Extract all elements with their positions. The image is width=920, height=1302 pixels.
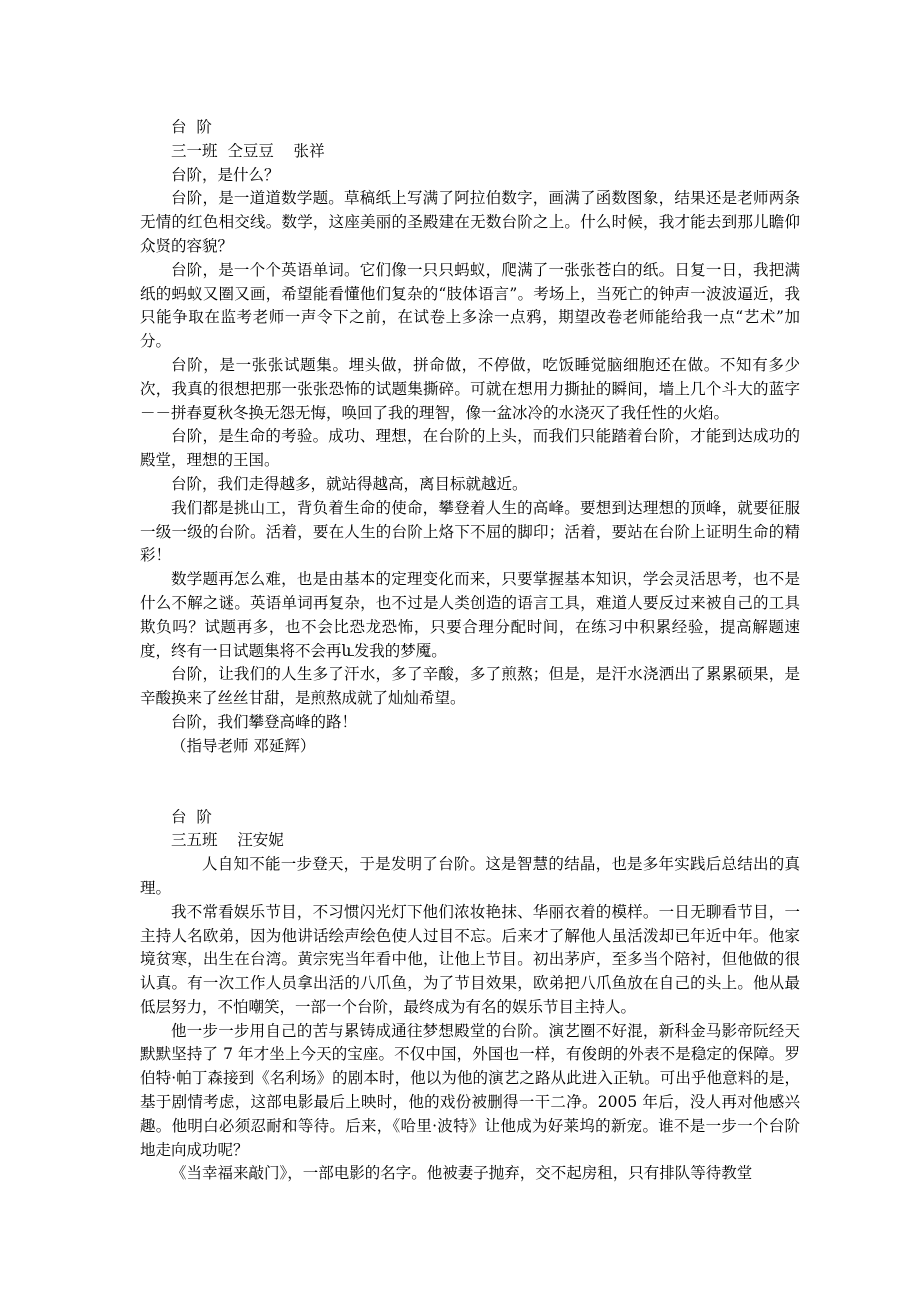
essay1-paragraph: 台阶，是一道道数学题。草稿纸上写满了阿拉伯数字，画满了函数图象，结果还是老师两条无情的红色相交线。数学，这座美丽的圣殿建在无数台阶之上。什么时候，我才能去到那儿瞻仰众贤的容貌？ [140,189,800,255]
essay1-paragraph: 我们都是挑山工，背负着生命的使命，攀登着人生的高峰。要想到达理想的顶峰，就要征服一级一级的台阶。活着，要在人生的台阶上烙下不屈的脚印；活着，要站在台阶上证明生命的精彩！ [140,498,800,565]
essay1-paragraph: 数学题再怎么难，也是由基本的定理变化而来，只要掌握基本知识，学会灵活思考，也不是什么不解之谜。英语单词再复杂，也不过是人类创造的语言工具，难道人要反过来被自己的工具欺负吗？试题再多，也不会比恐龙恐怖，只要合理分配时间，在练习中积累经验，提高解题速度，终有一日试题集将不会再և发我的梦魇。 [140,570,800,660]
essay1-paragraph: 台阶，是什么？ [171,165,280,184]
essay2-paragraph: 我不常看娱乐节目，不习惯闪光灯下他们浓妆艳抹、华丽衣着的模样。一日无聊看节目，一主持人名欧弟，因为他讲话绘声绘色使人过目不忘。后来才了解他人虽活泼却已年近中年。他家境贫寒，出生在台湾。黄宗宪当年看中他，让他上节目。初出茅庐，至多当个陪衬，但他做的很认真。有一次工作人员拿出活的八爪鱼，为了节目效果，欧弟把八爪鱼放在自己的头上。他从最低层努力，不怕嘲笑，一部一个台阶，最终成为有名的娱乐节目主持人。 [140,902,800,1016]
essay1-paragraph: 台阶，是一张张试题集。埋头做，拼命做，不停做，吃饭睡觉脑细胞还在做。不知有多少次，我真的很想把那一张张恐怖的试题集撕碎。可就在想用力撕扯的瞬间，墙上几个斗大的蓝字－－拼春夏秋冬换无怨无悔，唤回了我的理智，像一盆冰冷的水浇灭了我任性的火焰。 [140,355,800,422]
essay1-byline: 三一班 仝豆豆 张祥 [171,141,325,160]
essay1-paragraph: 台阶，是生命的考验。成功、理想，在台阶的上头，而我们只能踏着台阶，才能到达成功的殿堂，理想的王国。 [140,427,800,470]
essay2-title: 台 阶 [171,807,212,826]
essay-separator [140,759,800,806]
essay1-paragraph: 台阶，我们攀登高峰的路！ [171,712,358,731]
document-page [140,116,800,1186]
essay1-paragraph: 台阶，让我们的人生多了汗水，多了辛酸，多了煎熬；但是，是汗水浇洒出了累累硕果，是辛酸换来了丝丝甘甜，是煎熬成就了灿灿希望。 [140,665,800,708]
essay2-paragraph: 他一步一步用自己的苦与累铸成通往梦想殿堂的台阶。演艺圈不好混，新科金马影帝阮经天默默坚持了 7 年才坐上今天的宝座。不仅中国，外国也一样，有俊朗的外表不是稳定的保障。罗伯特·帕丁森接到《名利场》的剧本时，他以为他的演艺之路从此进入正轨。可出乎他意料的是，基于剧情考虑，这部电影最后上映时，他的戏份被删得一干二净。2005 年后，没人再对他感兴趣。他明白必须忍耐和等待。后来，《哈里·波特》让他成为好莱坞的新宠。谁不是一步一个台阶地走向成功呢？ [140,1021,800,1159]
essay2-paragraph: 《当幸福来敲门》，一部电影的名字。他被妻子抛弃，交不起房租，只有排队等待教堂 [171,1164,753,1183]
essay2-paragraph: 人自知不能一步登天，于是发明了台阶。这是智慧的结晶，也是多年实践后总结出的真理。 [140,855,800,897]
essay1-paragraph: 台阶，是一个个英语单词。它们像一只只蚂蚁，爬满了一张张苍白的纸。日复一日，我把满纸的蚂蚁又圈又画，希望能看懂他们复杂的“肢体语言”。考场上，当死亡的钟声一波波逼近，我只能争取在监考老师一声令下之前，在试卷上多涂一点鸦，期望改卷老师能给我一点“艺术”加分。 [140,260,800,351]
essay1-advisor: （指导老师 邓延辉） [171,736,316,755]
essay2-byline: 三五班 汪安妮 [171,831,284,850]
essay1-title: 台 阶 [171,118,212,136]
essay1-paragraph: 台阶，我们走得越多，就站得越高，离目标就越近。 [171,474,528,493]
